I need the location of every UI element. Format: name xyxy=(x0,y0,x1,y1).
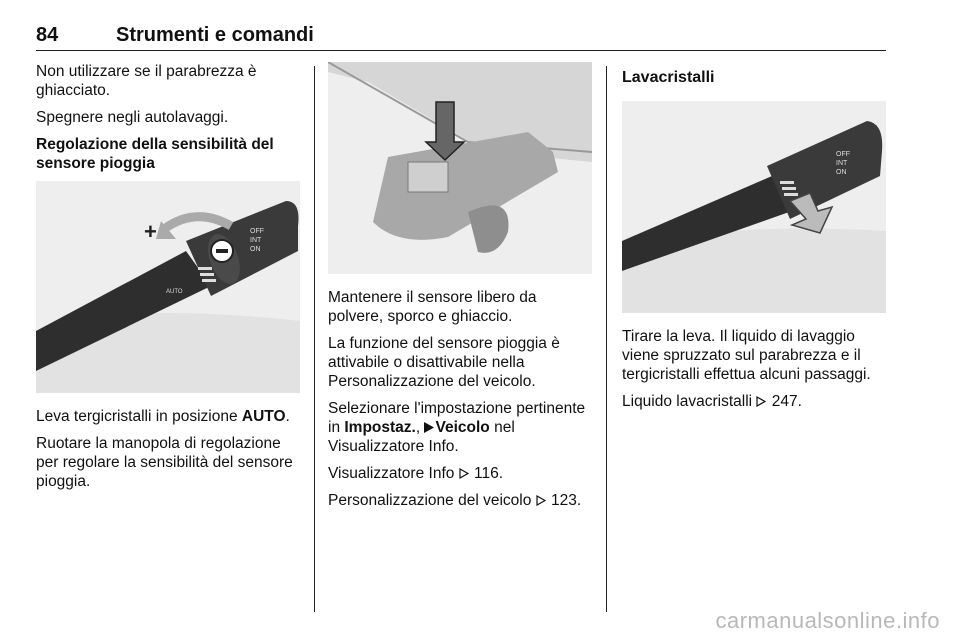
paragraph-car-wash: Spegnere negli autolavaggi. xyxy=(36,109,229,126)
page-reference[interactable]: 247 xyxy=(771,393,798,410)
label-int: INT xyxy=(250,237,262,244)
section-title: Strumenti e comandi xyxy=(116,24,314,46)
text: Liquido lavacristalli xyxy=(622,393,757,410)
label-off: OFF xyxy=(836,151,850,158)
right-arrow-icon xyxy=(424,419,435,430)
paragraph-pull-lever: Tirare la leva. Il liquido di lavaggio viene spruzzato sul parabrezza e il tergicristalli effettua alcuni passaggi. xyxy=(622,328,871,383)
paragraph-ref-personalization: Personalizzazione del veicolo 123. xyxy=(328,492,582,509)
text: Leva tergicristalli in posizione xyxy=(36,408,242,425)
text: nel Visualizzatore Info. xyxy=(328,419,515,455)
text: Selezionare l'impostazione pertinente in xyxy=(328,400,586,436)
page-reference[interactable]: 123 xyxy=(550,492,577,509)
label-on: ON xyxy=(250,246,261,253)
paragraph-select-setting xyxy=(328,399,594,456)
term-impostaz: Impostaz. xyxy=(344,419,416,436)
term-auto: AUTO xyxy=(241,408,286,425)
watermark: carmanualsonline.info xyxy=(715,608,940,633)
page-reference-icon xyxy=(536,492,547,503)
page-reference-icon xyxy=(459,465,470,476)
paragraph-frozen-windshield: Non utilizzare se il parabrezza è ghiacciato. xyxy=(36,63,257,99)
paragraph-enable-disable: La funzione del sensore pioggia è attivabile o disattivabile nella Personalizzazione del veicolo. xyxy=(328,335,560,390)
page-reference-icon xyxy=(756,393,767,404)
text: . xyxy=(285,408,290,425)
column-2 xyxy=(328,62,594,518)
figure-washer-lever xyxy=(622,101,886,313)
column-3 xyxy=(622,62,888,419)
paragraph-ref-washer-fluid: Liquido lavacristalli 247. xyxy=(622,393,802,410)
label-int: INT xyxy=(836,160,848,167)
figure-rain-sensor xyxy=(328,62,592,274)
text: Visualizzatore Info xyxy=(328,465,459,482)
column-1 xyxy=(36,62,302,499)
label-auto: AUTO xyxy=(166,289,183,295)
paragraph-keep-clean: Mantenere il sensore libero da polvere, sporco e ghiaccio. xyxy=(328,289,537,325)
paragraph-rotate-knob: Ruotare la manopola di regolazione per regolare la sensibilità del sensore pioggia. xyxy=(36,435,293,490)
subheading-sensitivity: Regolazione della sensibilità del sensore pioggia xyxy=(36,136,274,172)
label-off: OFF xyxy=(250,228,264,235)
page-number: 84 xyxy=(36,24,59,46)
label-on: ON xyxy=(836,169,847,176)
column-divider-1 xyxy=(314,66,315,612)
paragraph-ref-info-display: Visualizzatore Info 116. xyxy=(328,465,504,482)
paragraph-lever-auto xyxy=(36,407,302,426)
column-divider-2 xyxy=(606,66,607,612)
page-header xyxy=(36,16,886,51)
figure-wiper-lever-sensitivity xyxy=(36,181,300,393)
heading-washer: Lavacristalli xyxy=(622,69,715,86)
term-veicolo: Veicolo xyxy=(435,419,490,436)
text: Personalizzazione del veicolo xyxy=(328,492,536,509)
text: , xyxy=(415,419,425,436)
page-reference[interactable]: 116 xyxy=(474,465,499,482)
plus-label: + xyxy=(144,219,157,244)
